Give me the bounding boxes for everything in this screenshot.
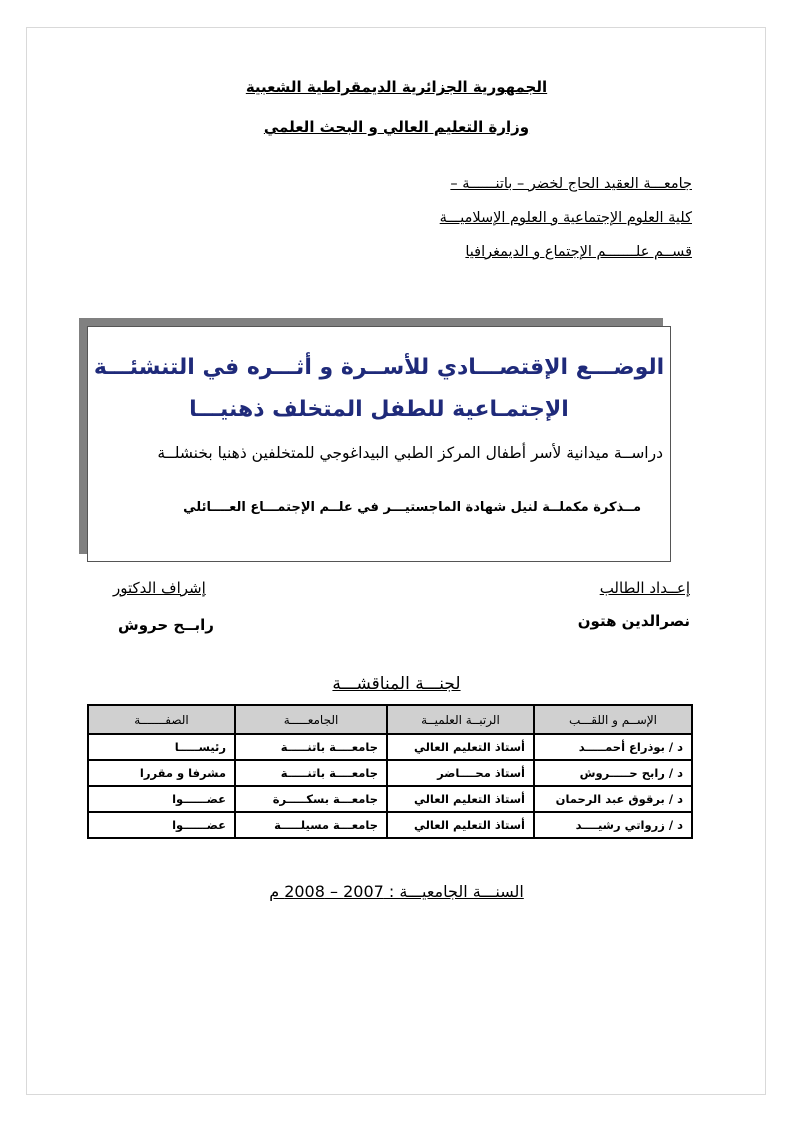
academic-year: السنـــة الجامعيـــة : 2007 – 2008 م [269,882,524,901]
header-role: الصفـــــــة [88,705,235,734]
member-university: جامعـــة بسكـــــرة [235,786,387,812]
ministry-heading: وزارة التعليم العالي و البحث العلمي [263,118,530,136]
member-rank: أستاذ التعليم العالي [387,786,534,812]
republic-heading: الجمهورية الجزائرية الديمقراطية الشعبية [245,78,548,96]
header-university: الجامعـــــة [235,705,387,734]
member-role: رئيســـــا [88,734,235,760]
memo-description: مــذكرة مكملــة لنيل شهادة الماجستيـــر في علــم الإجتمـــاع العــــائلي [183,500,641,515]
thesis-title-line-1: الوضـــع الإقتصـــادي للأســرة و أثـــره في التنشئـــة [93,355,665,380]
member-university: جامعــــة باتنـــــة [235,734,387,760]
table-header-row [88,705,692,734]
preparation-label: إعــداد الطالب [599,579,690,597]
table-row [88,734,692,760]
member-rank: أستاذ التعليم العالي [387,812,534,838]
faculty-name: كلية العلوم الإجتماعية و العلوم الإسلاميـــة [439,210,692,226]
member-university: جامعــــة باتنـــــة [235,760,387,786]
member-role: عضــــــوا [88,812,235,838]
supervision-label: إشراف الدكتور [113,579,206,597]
thesis-title-line-2: الإجتمـاعية للطفل المتخلف ذهنيـــا [189,397,569,422]
committee-table [87,704,693,839]
committee-title: لجنـــة المناقشـــة [332,674,461,694]
university-name: جامعـــة العقيد الحاج لخضر – باتنــــــة – [450,176,692,192]
table-row [88,786,692,812]
header-name: الإســم و اللقـــب [534,705,692,734]
member-role: عضــــــوا [88,786,235,812]
member-name: د / رابح حـــــروش [534,760,692,786]
header-rank: الرتبــة العلميــة [387,705,534,734]
department-name: قســم علـــــــم الإجتماع و الديمغرافيا [465,244,692,260]
member-university: جامعـــة مسيلـــــة [235,812,387,838]
member-name: د / برقوق عبد الرحمان [534,786,692,812]
member-name: د / بوذراع أحمـــــد [534,734,692,760]
member-rank: أستاذ التعليم العالي [387,734,534,760]
member-name: د / زرواتي رشيــــد [534,812,692,838]
member-role: مشرفا و مقررا [88,760,235,786]
table-row [88,760,692,786]
supervisor-name: رابــح حروش [118,616,214,634]
student-name: نصرالدين هتون [577,612,690,630]
table-row [88,812,692,838]
member-rank: أستاذ محــــاضر [387,760,534,786]
study-subtitle: دراســة ميدانية لأسر أطفال المركز الطبي البيداغوجي للمتخلفين ذهنيا بخنشلــة [157,444,663,462]
